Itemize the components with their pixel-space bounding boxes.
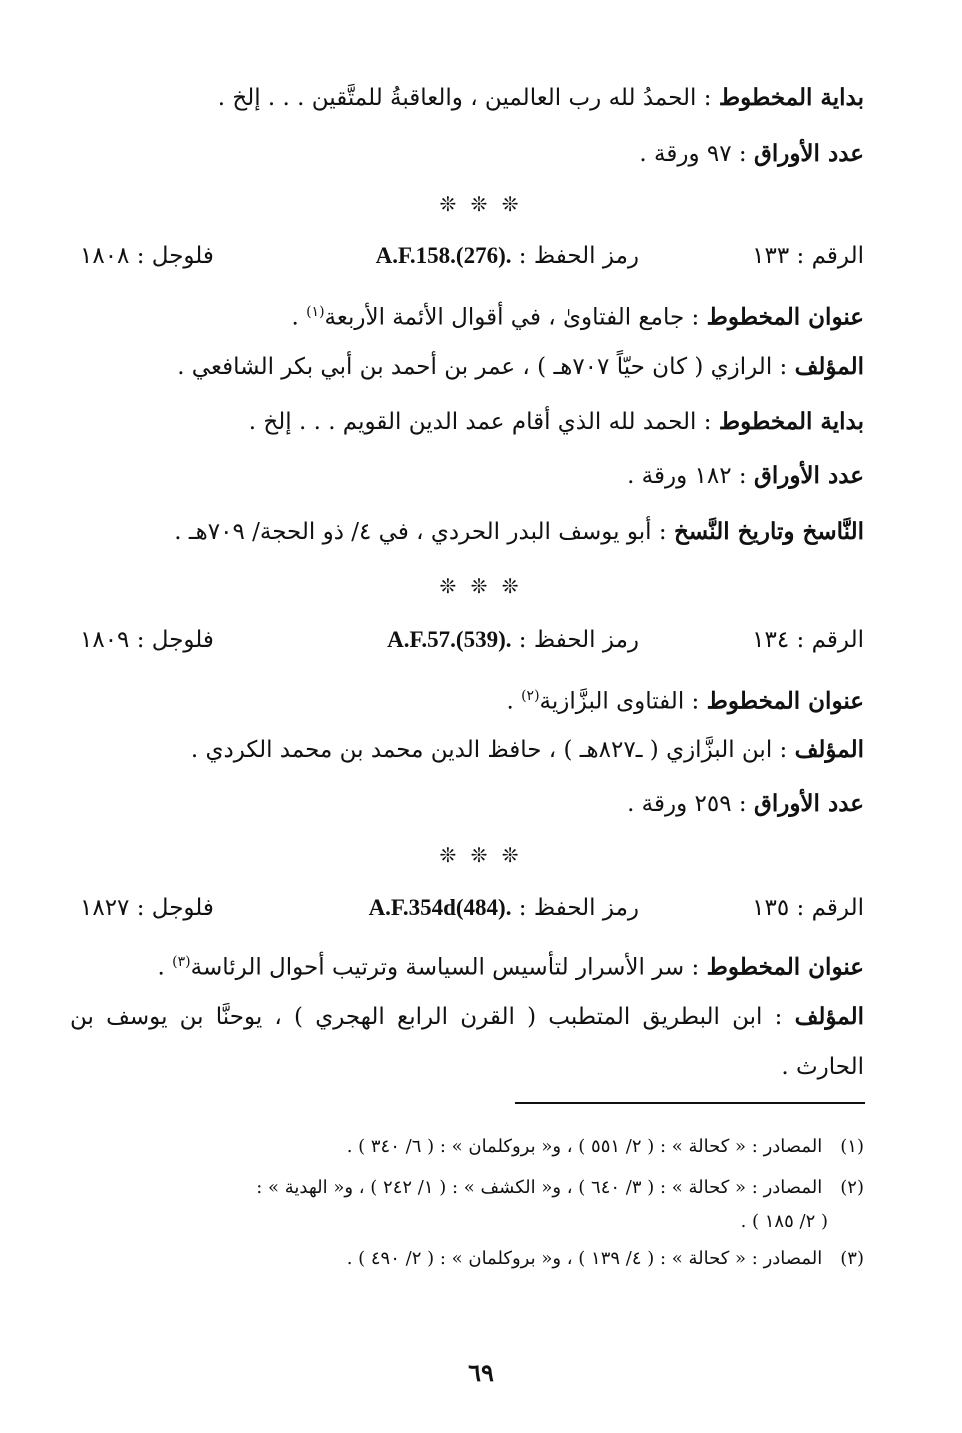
record-header bbox=[70, 620, 864, 660]
field-value: : ٩٧ ورقة . bbox=[639, 141, 747, 167]
field-value: : الحمد لله الذي أقام عمد الدين القويم . . . إلخ . bbox=[248, 409, 712, 435]
copyist-line bbox=[70, 512, 864, 552]
field-label: بداية المخطوط bbox=[718, 408, 864, 435]
title-line: عنوان المخطوط : جامع الفتاوىٰ ، في أقوال الأئمة الأربعة$^{(١)}$ . bbox=[291, 303, 864, 331]
author-line bbox=[70, 730, 864, 770]
begin-line bbox=[70, 402, 864, 442]
footnote-number: (٢) bbox=[840, 1177, 864, 1198]
record-number: الرقم : ١٣٥ bbox=[752, 895, 864, 921]
field-label: المؤلف bbox=[794, 1003, 865, 1030]
leaves-line bbox=[70, 134, 864, 174]
title-line: عنوان المخطوط : الفتاوى البزَّازية$^{(٢)}$ . bbox=[506, 687, 864, 715]
footnote-text: المصادر : « كحالة » : ( ٣/ ٦٤٠ ) ، و« الكشف » : ( ١/ ٢٤٢ ) ، و« الهدية » : bbox=[256, 1177, 823, 1198]
fluegel-number: فلوجل : ١٨٠٨ bbox=[80, 243, 214, 269]
footnote-rule bbox=[515, 1102, 865, 1104]
footnote-text: المصادر : « كحالة » : ( ٤/ ١٣٩ ) ، و« بروكلمان » : ( ٢/ ٤٩٠ ) . bbox=[346, 1248, 823, 1269]
field-label: عنوان المخطوط bbox=[706, 303, 864, 331]
shelfmark-label: رمز الحفظ : bbox=[518, 627, 639, 653]
record-number: الرقم : ١٣٣ bbox=[752, 243, 864, 269]
field-label: عنوان المخطوط bbox=[706, 953, 864, 981]
shelfmark-label: رمز الحفظ : bbox=[518, 243, 639, 269]
footnote bbox=[70, 1244, 864, 1274]
field-label: عدد الأوراق bbox=[753, 140, 864, 167]
field-label: المؤلف bbox=[794, 353, 864, 380]
field-value: : ٢٥٩ ورقة . bbox=[627, 791, 747, 817]
field-label: المؤلف bbox=[794, 736, 864, 763]
shelfmark bbox=[369, 888, 639, 928]
shelfmark-code: A.F.158.(276). bbox=[375, 243, 512, 268]
field-label: عدد الأوراق bbox=[753, 790, 864, 817]
author-line bbox=[70, 347, 864, 387]
field-value: : أبو يوسف البدر الحردي ، في ٤/ ذو الحجة/ ٧٠٩هـ . bbox=[174, 519, 667, 545]
shelfmark-code: A.F.57.(539). bbox=[387, 627, 512, 652]
shelfmark bbox=[387, 620, 639, 660]
field-value: : الحمدُ لله رب العالمين ، والعاقبةُ للمتَّقين . . . إلخ . bbox=[217, 85, 712, 111]
separator: ❊ ❊ ❊ bbox=[439, 843, 523, 867]
footnote-text: المصادر : « كحالة » : ( ٢/ ٥٥١ ) ، و« بروكلمان » : ( ٦/ ٣٤٠ ) . bbox=[346, 1136, 823, 1157]
record-header bbox=[70, 888, 864, 928]
footnote bbox=[70, 1173, 864, 1203]
shelfmark-code: A.F.354d(484). bbox=[368, 895, 512, 920]
shelfmark-label: رمز الحفظ : bbox=[518, 895, 639, 921]
footnote-ref: (٢) bbox=[521, 688, 540, 704]
field-label: عدد الأوراق bbox=[753, 462, 864, 489]
field-value: : ابن البطريق المتطبب ( القرن الرابع الهجري ) ، يوحنَّا بن يوسف بن الحارث . bbox=[70, 1004, 864, 1080]
page-number: ٦٩ bbox=[468, 1358, 494, 1387]
footnote-ref: (١) bbox=[306, 304, 325, 320]
footnote-ref: (٣) bbox=[172, 954, 191, 970]
separator: ❊ ❊ ❊ bbox=[439, 574, 523, 598]
field-value: : الفتاوى البزَّازية bbox=[539, 688, 700, 715]
field-value: : الرازي ( كان حيّاً ٧٠٧هـ ) ، عمر بن أحمد بن أبي بكر الشافعي . bbox=[177, 354, 788, 380]
footnote-number: (١) bbox=[840, 1136, 864, 1157]
separator: ❊ ❊ ❊ bbox=[439, 192, 523, 216]
field-value: : ابن البزَّازي ( ـ٨٢٧هـ ) ، حافظ الدين محمد بن محمد الكردي . bbox=[190, 737, 788, 763]
author-line bbox=[70, 992, 864, 1092]
field-label: عنوان المخطوط bbox=[706, 687, 864, 715]
shelfmark bbox=[376, 236, 639, 276]
field-label: النَّاسخ وتاريخ النَّسخ bbox=[673, 518, 864, 545]
field-value: : سر الأسرار لتأسيس السياسة وترتيب أحوال الرئاسة bbox=[190, 954, 700, 981]
field-value: : جامع الفتاوىٰ ، في أقوال الأئمة الأربعة bbox=[324, 304, 700, 331]
title-line: عنوان المخطوط : سر الأسرار لتأسيس السياسة وترتيب أحوال الرئاسة$^{(٣)}$ . bbox=[157, 953, 864, 981]
field-value: : ١٨٢ ورقة . bbox=[627, 463, 747, 489]
fluegel-number: فلوجل : ١٨٢٧ bbox=[80, 895, 214, 921]
field-label: بداية المخطوط bbox=[718, 84, 864, 111]
begin-line bbox=[70, 78, 864, 118]
record-number: الرقم : ١٣٤ bbox=[752, 627, 864, 653]
footnote-number: (٣) bbox=[840, 1248, 864, 1269]
record-header bbox=[70, 236, 864, 276]
footnote-continuation: ( ٢/ ١٨٥ ) . bbox=[740, 1211, 828, 1232]
footnote bbox=[70, 1132, 864, 1162]
leaves-line bbox=[70, 456, 864, 496]
fluegel-number: فلوجل : ١٨٠٩ bbox=[80, 627, 214, 653]
leaves-line bbox=[70, 784, 864, 824]
